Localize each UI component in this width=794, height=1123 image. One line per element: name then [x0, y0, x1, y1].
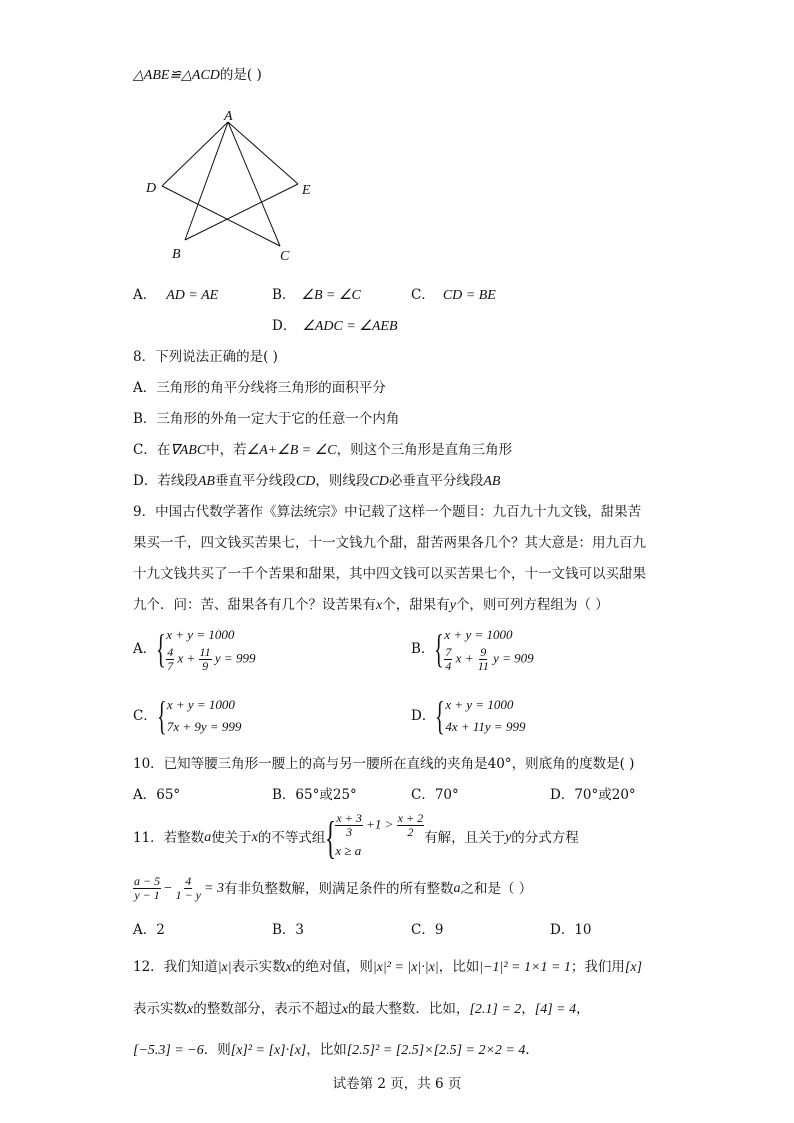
edge-ad [162, 122, 228, 186]
q7-congruence: △ABE≌△ACD [133, 68, 220, 83]
q9-line-3: 十九文钱共买了一千个苦果和甜果，其中四文钱可以买苦果七个，十一文钱可以买甜果 [133, 566, 646, 582]
brace-icon: { [325, 811, 337, 863]
q8-option-a: A．三角形的角平分线将三角形的面积平分 [133, 380, 386, 396]
label-b: B [172, 247, 181, 262]
q9-line-4: 九个．问：苦、甜果各有几个？设苦果有x个，甜果有y个，则可列方程组为（ ） [133, 597, 609, 613]
q10-option-a: A．65° [133, 787, 181, 803]
edge-ae [228, 122, 298, 184]
edge-ac [228, 122, 280, 246]
q9-option-c: C． { x + y = 1000 7x + 9y = 999 [133, 693, 242, 738]
brace-icon: { [434, 625, 445, 671]
q12-line-3: [−5.3] = −6．则[x]² = [x]·[x]，比如[2.5]² = [2.5]×[2.5] = 2×2 = 4． [133, 1042, 539, 1058]
label-d: D [146, 181, 157, 196]
q11-option-a: A．2 [133, 922, 165, 938]
q11-stem-line-2: $\frac{a - 5}{y - 1}$ − $\frac{4}{1 - y}$ = 3 有非负整数解，则满足条件的所有整数 a 之和是（ ） [134, 874, 533, 902]
q7-triangle-figure [130, 100, 330, 270]
label-e: E [302, 183, 311, 198]
q11-option-d: D．10 [550, 922, 592, 938]
q7-option-b: B． ∠B = ∠C [272, 287, 361, 303]
q11-option-b: B．3 [272, 922, 305, 938]
q9-option-b: B． { x + y = 1000 $\frac{7}{4}$ x + $\frac{9}{11}$ y = 909 [411, 625, 534, 673]
q12-line-1: 12．我们知道|x|表示实数x的绝对值，则|x|² = |x|·|x|，比如|−1|² = 1×1 = 1；我们用[x] [133, 959, 643, 975]
label-c: C [280, 249, 290, 264]
brace-icon: { [435, 693, 445, 738]
brace-icon: { [156, 693, 167, 738]
q7-option-a: A． AD = AE [133, 287, 219, 303]
q7-option-d: D． ∠ADC = ∠AEB [272, 318, 398, 334]
q7-option-c: C． CD = BE [411, 287, 496, 303]
edge-dc [162, 186, 280, 246]
q8-stem: 8．下列说法正确的是( ) [133, 349, 278, 365]
brace-icon: { [156, 625, 166, 671]
q10-option-d: D．70°或20° [550, 787, 636, 803]
q10-option-c: C．70° [411, 787, 459, 803]
q11-stem-line-1: 11．若整数 a 使关于 x 的不等式组 { $\frac{x + 3}{3}$ +1 > $\frac{x + 2}{2}$ x ≥ a 有解，且关于 y 的分式方程 [133, 811, 579, 863]
q7-stem: △ABE≌△ACD的是( ) [133, 67, 262, 83]
page-footer: 试卷第 2 页，共 6 页 [332, 1076, 462, 1092]
q9-option-d: D． { x + y = 1000 4x + 11y = 999 [411, 693, 526, 738]
q9-option-a: A． { x + y = 1000 $\frac{4}{7}$ x + $\frac{11}{9}$ y = 999 [133, 625, 256, 673]
q8-option-c: C．在∇ABC中，若∠A+∠B = ∠C，则这个三角形是直角三角形 [133, 442, 513, 458]
q10-stem: 10．已知等腰三角形一腰上的高与另一腰所在直线的夹角是40°，则底角的度数是( ) [133, 756, 635, 772]
q10-option-b: B．65°或25° [272, 787, 357, 803]
q9-line-2: 果买一千，四文钱买苦果七，十一文钱九个甜，甜苦两果各几个？其大意是：用九百九 [133, 535, 646, 551]
label-a: A [224, 109, 233, 124]
q8-option-d: D．若线段AB垂直平分线段CD，则线段CD必垂直平分线段AB [133, 473, 501, 489]
q9-line-1: 9．中国古代数学著作《算法统宗》中记载了这样一个题目：九百九十九文钱，甜果苦 [133, 504, 642, 520]
q11-option-c: C．9 [411, 922, 444, 938]
q8-option-b: B．三角形的外角一定大于它的任意一个内角 [133, 411, 400, 427]
q12-line-2: 表示实数x的整数部分，表示不超过x的最大整数．比如，[2.1] = 2，[4] = 4， [133, 1001, 590, 1017]
